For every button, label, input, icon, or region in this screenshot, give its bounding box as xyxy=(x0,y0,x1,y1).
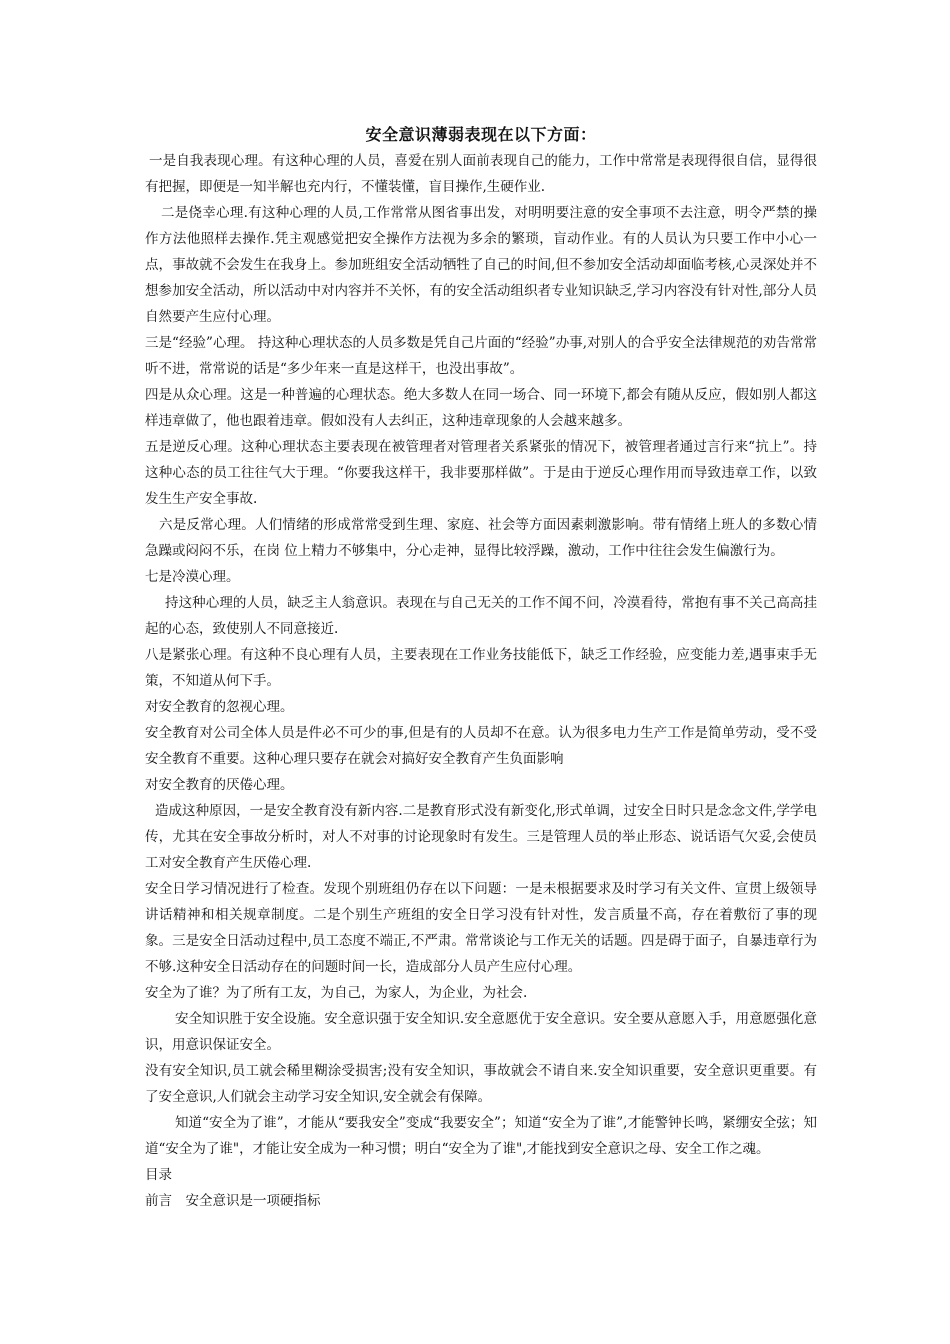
paragraph-5: 五是逆反心理。这种心理状态主要表现在被管理者对管理者关系紧张的情况下，被管理者通过言行来“抗上”。持这种心态的员工往往气大于理。“你要我这样干，我非要那样做”。于是由于逆反心理作用而导致违章工作，以致发生生产安全事故. xyxy=(145,439,817,507)
paragraph-12: 对安全教育的厌倦心理。 xyxy=(145,777,294,793)
paragraph-4: 四是从众心理。这是一种普遍的心理状态。绝大多数人在同一场合、同一环境下,都会有随从反应，假如别人都这样违章做了，他也跟着违章。假如没有人去纠正，这种违章现象的人会越来越多。 xyxy=(145,387,817,429)
paragraph-14: 安全日学习情况进行了检查。发现个别班组仍存在以下问题：一是未根据要求及时学习有关文件、宣贯上级领导讲话精神和相关规章制度。二是个别生产班组的安全日学习没有针对性，发言质量不高，存在着敷衍了事的现象。三是安全日活动过程中,员工态度不端正,不严肃。常常谈论与工作无关的话题。四是碍于面子，自暴违章行为不够.这种安全日活动存在的问题时间一长，造成部分人员产生应付心理。 xyxy=(145,881,817,975)
paragraph-18: 知道“安全为了谁”，才能从“要我安全”变成“我要安全”；知道“安全为了谁”,才能警钟长鸣，紧绷安全弦；知道“安全为了谁"，才能让安全成为一种习惯；明白“安全为了谁",才能找到安全意识之母、安全工作之魂。 xyxy=(145,1115,817,1157)
paragraph-7: 七是冷漠心理。 xyxy=(145,569,240,585)
paragraph-8: 持这种心理的人员，缺乏主人翁意识。表现在与自己无关的工作不闻不问，冷漠看待，常抱有事不关己高高挂起的心态，致使别人不同意接近. xyxy=(145,595,817,637)
paragraph-10: 对安全教育的忽视心理。 xyxy=(145,699,294,715)
toc-heading: 目录 xyxy=(145,1167,172,1183)
paragraph-9: 八是紧张心理。有这种不良心理有人员，主要表现在工作业务技能低下，缺乏工作经验，应变能力差,遇事束手无策，不知道从何下手。 xyxy=(145,647,817,689)
paragraph-17: 没有安全知识,员工就会稀里糊涂受损害;没有安全知识，事故就会不请自来.安全知识重要，安全意识更重要。有了安全意识,人们就会主动学习安全知识,安全就会有保障。 xyxy=(145,1063,817,1105)
toc-item-preface: 前言 安全意识是一项硬指标 xyxy=(145,1193,321,1209)
paragraph-3: 三是“经验”心理。 持这种心理状态的人员多数是凭自己片面的“经验”办事,对别人的合乎安全法律规范的劝告常常听不进，常常说的话是“多少年来一直是这样干，也没出事故”。 xyxy=(145,335,817,377)
paragraph-13: 造成这种原因，一是安全教育没有新内容.二是教育形式没有新变化,形式单调，过安全日时只是念念文件,学学电传，尤其在安全事故分析时，对人不对事的讨论现象时有发生。三是管理人员的举止形态、说话语气欠妥,会使员工对安全教育产生厌倦心理. xyxy=(145,803,817,871)
paragraph-6: 六是反常心理。人们情绪的形成常常受到生理、家庭、社会等方面因素刺激影响。带有情绪上班人的多数心情急躁或闷闷不乐，在岗 位上精力不够集中，分心走神，显得比较浮躁，激动，工作中往往会发生偏激行为。 xyxy=(145,517,817,559)
paragraph-16: 安全知识胜于安全设施。安全意识强于安全知识.安全意愿优于安全意识。安全要从意愿入手，用意愿强化意识，用意识保证安全。 xyxy=(145,1011,817,1053)
document-title: 安全意识薄弱表现在以下方面： xyxy=(365,125,597,144)
paragraph-1: 一是自我表现心理。有这种心理的人员，喜爱在别人面前表现自己的能力，工作中常常是表现得很自信，显得很有把握，即便是一知半解也充内行，不懂装懂，盲目操作,生硬作业. xyxy=(145,153,817,195)
paragraph-2: 二是侥幸心理.有这种心理的人员,工作常常从图省事出发，对明明要注意的安全事项不去注意，明令严禁的操作方法他照样去操作.凭主观感觉把安全操作方法视为多余的繁琐，盲动作业。有的人员认为只要工作中小心一点，事故就不会发生在我身上。参加班组安全活动牺牲了自己的时间,但不参加安全活动却面临考核,心灵深处并不想参加安全活动，所以活动中对内容并不关怀，有的安全活动组织者专业知识缺乏,学习内容没有针对性,部分人员自然要产生应付心理。 xyxy=(145,205,817,325)
paragraph-11: 安全教育对公司全体人员是件必不可少的事,但是有的人员却不在意。认为很多电力生产工作是简单劳动，受不受安全教育不重要。这种心理只要存在就会对搞好安全教育产生负面影响 xyxy=(145,725,817,767)
paragraph-15: 安全为了谁？为了所有工友，为自己，为家人，为企业，为社会. xyxy=(145,985,528,1001)
document-body xyxy=(145,122,817,1214)
